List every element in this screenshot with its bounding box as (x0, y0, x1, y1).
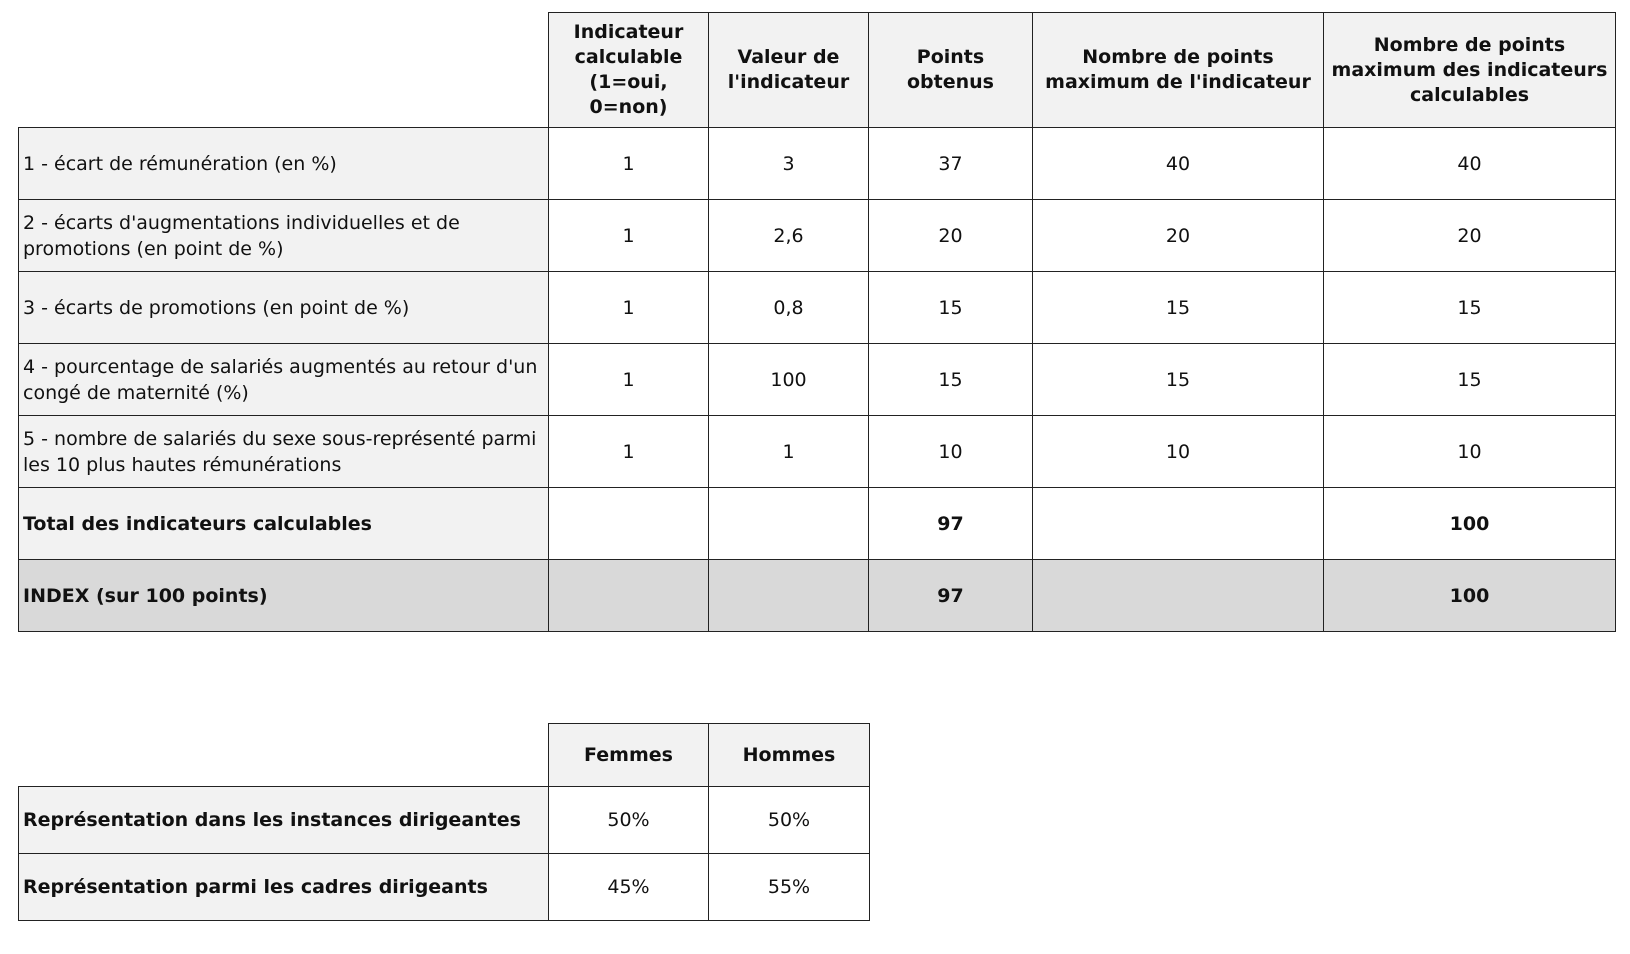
row-label: 2 - écarts d'augmentations individuelles et de promotions (en point de %) (19, 200, 549, 272)
header-indicateur-calculable: Indicateur calculable (1=oui, 0=non) (549, 13, 709, 128)
table-row (19, 128, 1616, 200)
cell-valeur: 0,8 (709, 272, 869, 344)
index-egalite-table (18, 12, 1616, 632)
cell-femmes: 45% (549, 854, 709, 921)
cell-valeur: 1 (709, 416, 869, 488)
row-label: Représentation dans les instances dirigeantes (19, 787, 549, 854)
cell-calculable: 1 (549, 272, 709, 344)
table-row (19, 787, 870, 854)
cell-valeur: 2,6 (709, 200, 869, 272)
row-label: Représentation parmi les cadres dirigeants (19, 854, 549, 921)
representation-table (18, 723, 870, 921)
total-calculable-empty (549, 488, 709, 560)
cell-calculable: 1 (549, 344, 709, 416)
table-header-row (19, 13, 1616, 128)
table-row (19, 416, 1616, 488)
cell-hommes: 50% (709, 787, 870, 854)
index-row (19, 560, 1616, 632)
total-points: 97 (869, 488, 1033, 560)
table-row (19, 854, 870, 921)
cell-max-calculables: 15 (1324, 272, 1616, 344)
total-row (19, 488, 1616, 560)
row-label: 5 - nombre de salariés du sexe sous-représenté parmi les 10 plus hautes rémunérations (19, 416, 549, 488)
cell-max-calculables: 10 (1324, 416, 1616, 488)
cell-max-calculables: 20 (1324, 200, 1616, 272)
cell-points: 15 (869, 272, 1033, 344)
table-row (19, 200, 1616, 272)
header-max-points-calculables: Nombre de points maximum des indicateurs calculables (1324, 13, 1616, 128)
row-label: 1 - écart de rémunération (en %) (19, 128, 549, 200)
cell-calculable: 1 (549, 128, 709, 200)
table-row (19, 272, 1616, 344)
cell-max-indicateur: 15 (1033, 272, 1324, 344)
total-label: Total des indicateurs calculables (19, 488, 549, 560)
total-max-calculables: 100 (1324, 488, 1616, 560)
total-valeur-empty (709, 488, 869, 560)
index-valeur-empty (709, 560, 869, 632)
cell-max-indicateur: 40 (1033, 128, 1324, 200)
cell-points: 10 (869, 416, 1033, 488)
cell-valeur: 3 (709, 128, 869, 200)
index-points: 97 (869, 560, 1033, 632)
cell-max-indicateur: 20 (1033, 200, 1324, 272)
cell-max-calculables: 40 (1324, 128, 1616, 200)
header-empty-cell (19, 724, 549, 787)
cell-points: 15 (869, 344, 1033, 416)
cell-points: 20 (869, 200, 1033, 272)
cell-max-calculables: 15 (1324, 344, 1616, 416)
header-hommes: Hommes (709, 724, 870, 787)
cell-max-indicateur: 10 (1033, 416, 1324, 488)
cell-femmes: 50% (549, 787, 709, 854)
index-max-indicateur-empty (1033, 560, 1324, 632)
header-femmes: Femmes (549, 724, 709, 787)
header-max-points-indicateur: Nombre de points maximum de l'indicateur (1033, 13, 1324, 128)
table-header-row (19, 724, 870, 787)
row-label: 3 - écarts de promotions (en point de %) (19, 272, 549, 344)
total-max-indicateur-empty (1033, 488, 1324, 560)
index-max-calculables: 100 (1324, 560, 1616, 632)
cell-calculable: 1 (549, 416, 709, 488)
header-valeur-indicateur: Valeur de l'indicateur (709, 13, 869, 128)
index-calculable-empty (549, 560, 709, 632)
table-row (19, 344, 1616, 416)
cell-calculable: 1 (549, 200, 709, 272)
cell-hommes: 55% (709, 854, 870, 921)
cell-points: 37 (869, 128, 1033, 200)
row-label: 4 - pourcentage de salariés augmentés au retour d'un congé de maternité (%) (19, 344, 549, 416)
index-label: INDEX (sur 100 points) (19, 560, 549, 632)
header-points-obtenus: Points obtenus (869, 13, 1033, 128)
header-empty-cell (19, 13, 549, 128)
cell-valeur: 100 (709, 344, 869, 416)
cell-max-indicateur: 15 (1033, 344, 1324, 416)
